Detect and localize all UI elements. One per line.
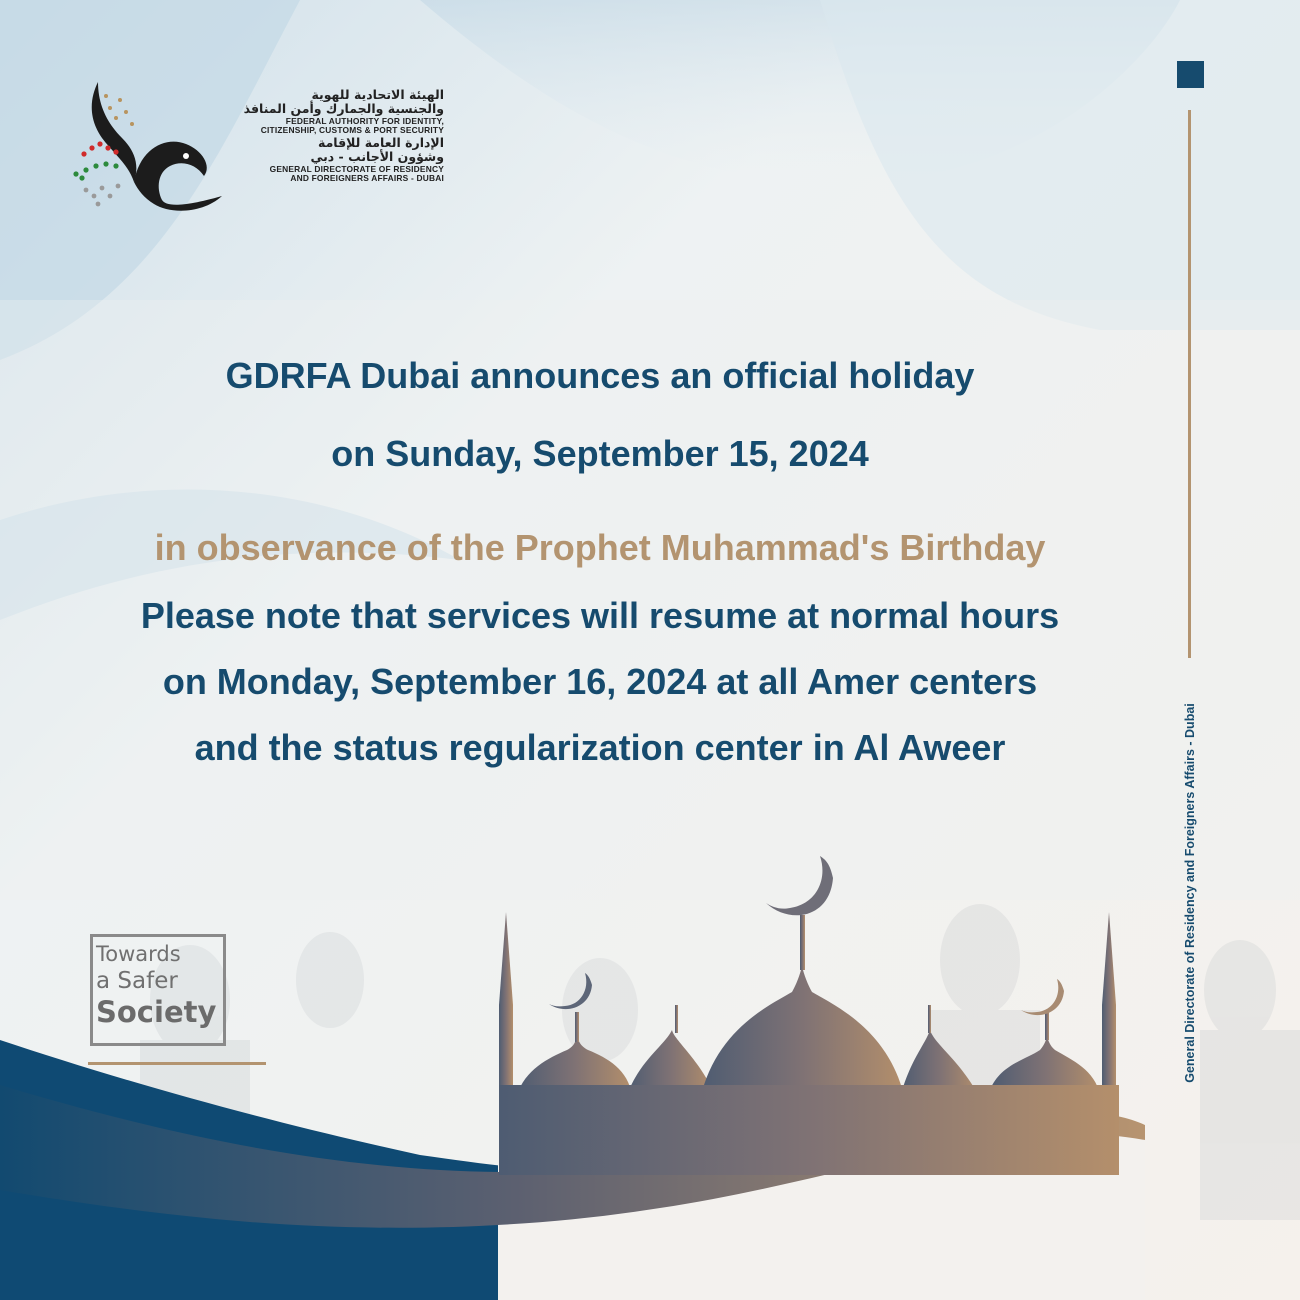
headline-line-1: GDRFA Dubai announces an official holiday — [225, 355, 975, 396]
gdrfa-logo — [62, 78, 462, 228]
towards-safer-society-logo — [88, 932, 233, 1052]
headline-line-5: on Monday, September 16, 2024 at all Amer centers — [162, 661, 1038, 702]
logo-arabic-line-2: والجنسية والجمارك وأمن المنافذ — [243, 101, 444, 117]
headline-occasion-line: in observance of the Prophet Muhammad's Birthday — [154, 527, 1046, 568]
headline-line-2: on Sunday, September 15, 2024 — [331, 433, 869, 474]
side-vertical-caption: General Directorate of Residency and Foreigners Affairs - Dubai — [1183, 703, 1197, 1083]
falcon-emblem-icon — [62, 78, 232, 228]
logo-arabic-line-3: الإدارة العامة للإقامة — [317, 135, 444, 151]
logo-english-line-3: GENERAL DIRECTORATE OF RESIDENCY — [269, 163, 444, 174]
corner-square-decoration — [1177, 61, 1204, 88]
logo-english-line-2: CITIZENSHIP, CUSTOMS & PORT SECURITY — [260, 125, 444, 136]
slogan-line-3: Society — [96, 995, 217, 1029]
slogan-underline — [88, 1062, 266, 1065]
headline-line-6: and the status regularization center in Al Aweer — [194, 727, 1006, 768]
slogan-line-1: Towards — [96, 942, 181, 966]
logo-arabic-line-4: وشؤون الأجانب - دبي — [310, 149, 444, 165]
logo-english-line-1: FEDERAL AUTHORITY FOR IDENTITY, — [285, 115, 444, 126]
slogan-line-2: a Safer — [96, 968, 178, 994]
logo-english-line-4: AND FOREIGNERS AFFAIRS - DUBAI — [290, 173, 444, 184]
headline-line-4: Please note that services will resume at normal hours — [140, 595, 1060, 636]
logo-arabic-line-1: الهيئة الاتحادية للهوية — [311, 87, 444, 102]
logo-text — [234, 88, 444, 184]
